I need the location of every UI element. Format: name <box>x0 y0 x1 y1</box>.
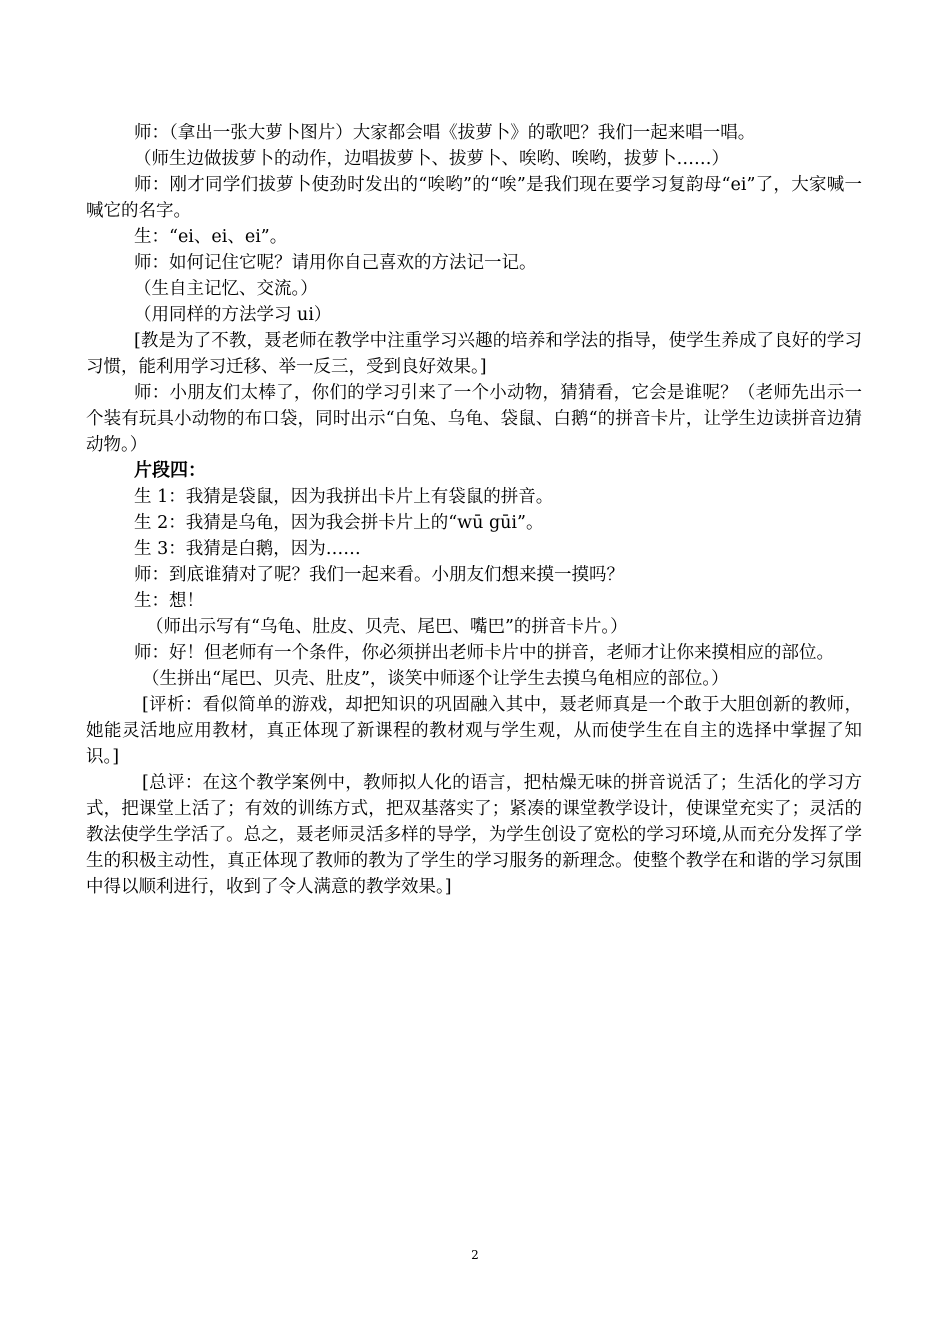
paragraph: 生 3：我猜是白鹅，因为…… <box>134 539 361 559</box>
document-body <box>86 120 862 900</box>
page-number: 2 <box>471 1248 479 1262</box>
commentary-paragraph: [教是为了不教，聂老师在教学中注重学习兴趣的培养和学法的指导，使学生养成了良好的学习习惯，能利用学习迁移、举一反三，受到良好效果。] <box>86 331 862 377</box>
paragraph: 生：想！ <box>134 591 204 611</box>
paragraph: 师：好！但老师有一个条件，你必须拼出老师卡片中的拼音，老师才让你来摸相应的部位。 <box>134 643 834 663</box>
paragraph: 师：（拿出一张大萝卜图片）大家都会唱《拔萝卜》的歌吧？我们一起来唱一唱。 <box>134 123 756 143</box>
paragraph: （生自主记忆、交流。） <box>134 279 318 299</box>
paragraph: （师出示写有“乌龟、肚皮、贝壳、尾巴、嘴巴”的拼音卡片。） <box>146 617 628 637</box>
paragraph: （用同样的方法学习 ui） <box>134 305 332 325</box>
paragraph: 生：“ei、ei、ei”。 <box>134 227 288 247</box>
paragraph: 师：小朋友们太棒了，你们的学习引来了一个小动物，猜猜看，它会是谁呢？（老师先出示一个装有玩具小动物的布口袋，同时出示“白兔、乌龟、袋鼠、白鹅“的拼音卡片，让学生边读拼音边猜动物。） <box>86 383 862 455</box>
paragraph: 师：如何记住它呢？请用你自己喜欢的方法记一记。 <box>134 253 537 273</box>
paragraph: 师：刚才同学们拔萝卜使劲时发出的“唉哟”的“唉”是我们现在要学习复韵母“ei”了，大家喊一喊它的名字。 <box>86 175 862 221</box>
commentary-paragraph: [评析：看似简单的游戏，却把知识的巩固融入其中，聂老师真是一个敢于大胆创新的教师，她能灵活地应用教材，真正体现了新课程的教材观与学生观，从而使学生在自主的选择中掌握了知识。] <box>86 695 862 767</box>
paragraph: 生 2：我猜是乌龟，因为我会拼卡片上的“wū gūi”。 <box>134 513 544 533</box>
paragraph: 生 1：我猜是袋鼠，因为我拼出卡片上有袋鼠的拼音。 <box>134 487 554 507</box>
paragraph: 师：到底谁猜对了呢？我们一起来看。小朋友们想来摸一摸吗？ <box>134 565 624 585</box>
paragraph: （生拼出“尾巴、贝壳、肚皮”，谈笑中师逐个让学生去摸乌龟相应的部位。） <box>142 669 729 689</box>
summary-paragraph: [总评：在这个教学案例中，教师拟人化的语言，把枯燥无味的拼音说活了；生活化的学习方式，把课堂上活了；有效的训练方式，把双基落实了；紧凑的课堂教学设计，使课堂充实了；灵活的教法使学生学活了。总之，聂老师灵活多样的导学，为学生创设了宽松的学习环境,从而充分发挥了学生的积极主动性，真正体现了教师的教为了学生的学习服务的新理念。使整个教学在和谐的学习氛围中得以顺利进行，收到了令人满意的教学效果。] <box>86 773 862 897</box>
paragraph: （师生边做拔萝卜的动作，边唱拔萝卜、拔萝卜、唉哟、唉哟，拔萝卜……） <box>134 149 729 169</box>
section-heading: 片段四： <box>134 460 206 481</box>
